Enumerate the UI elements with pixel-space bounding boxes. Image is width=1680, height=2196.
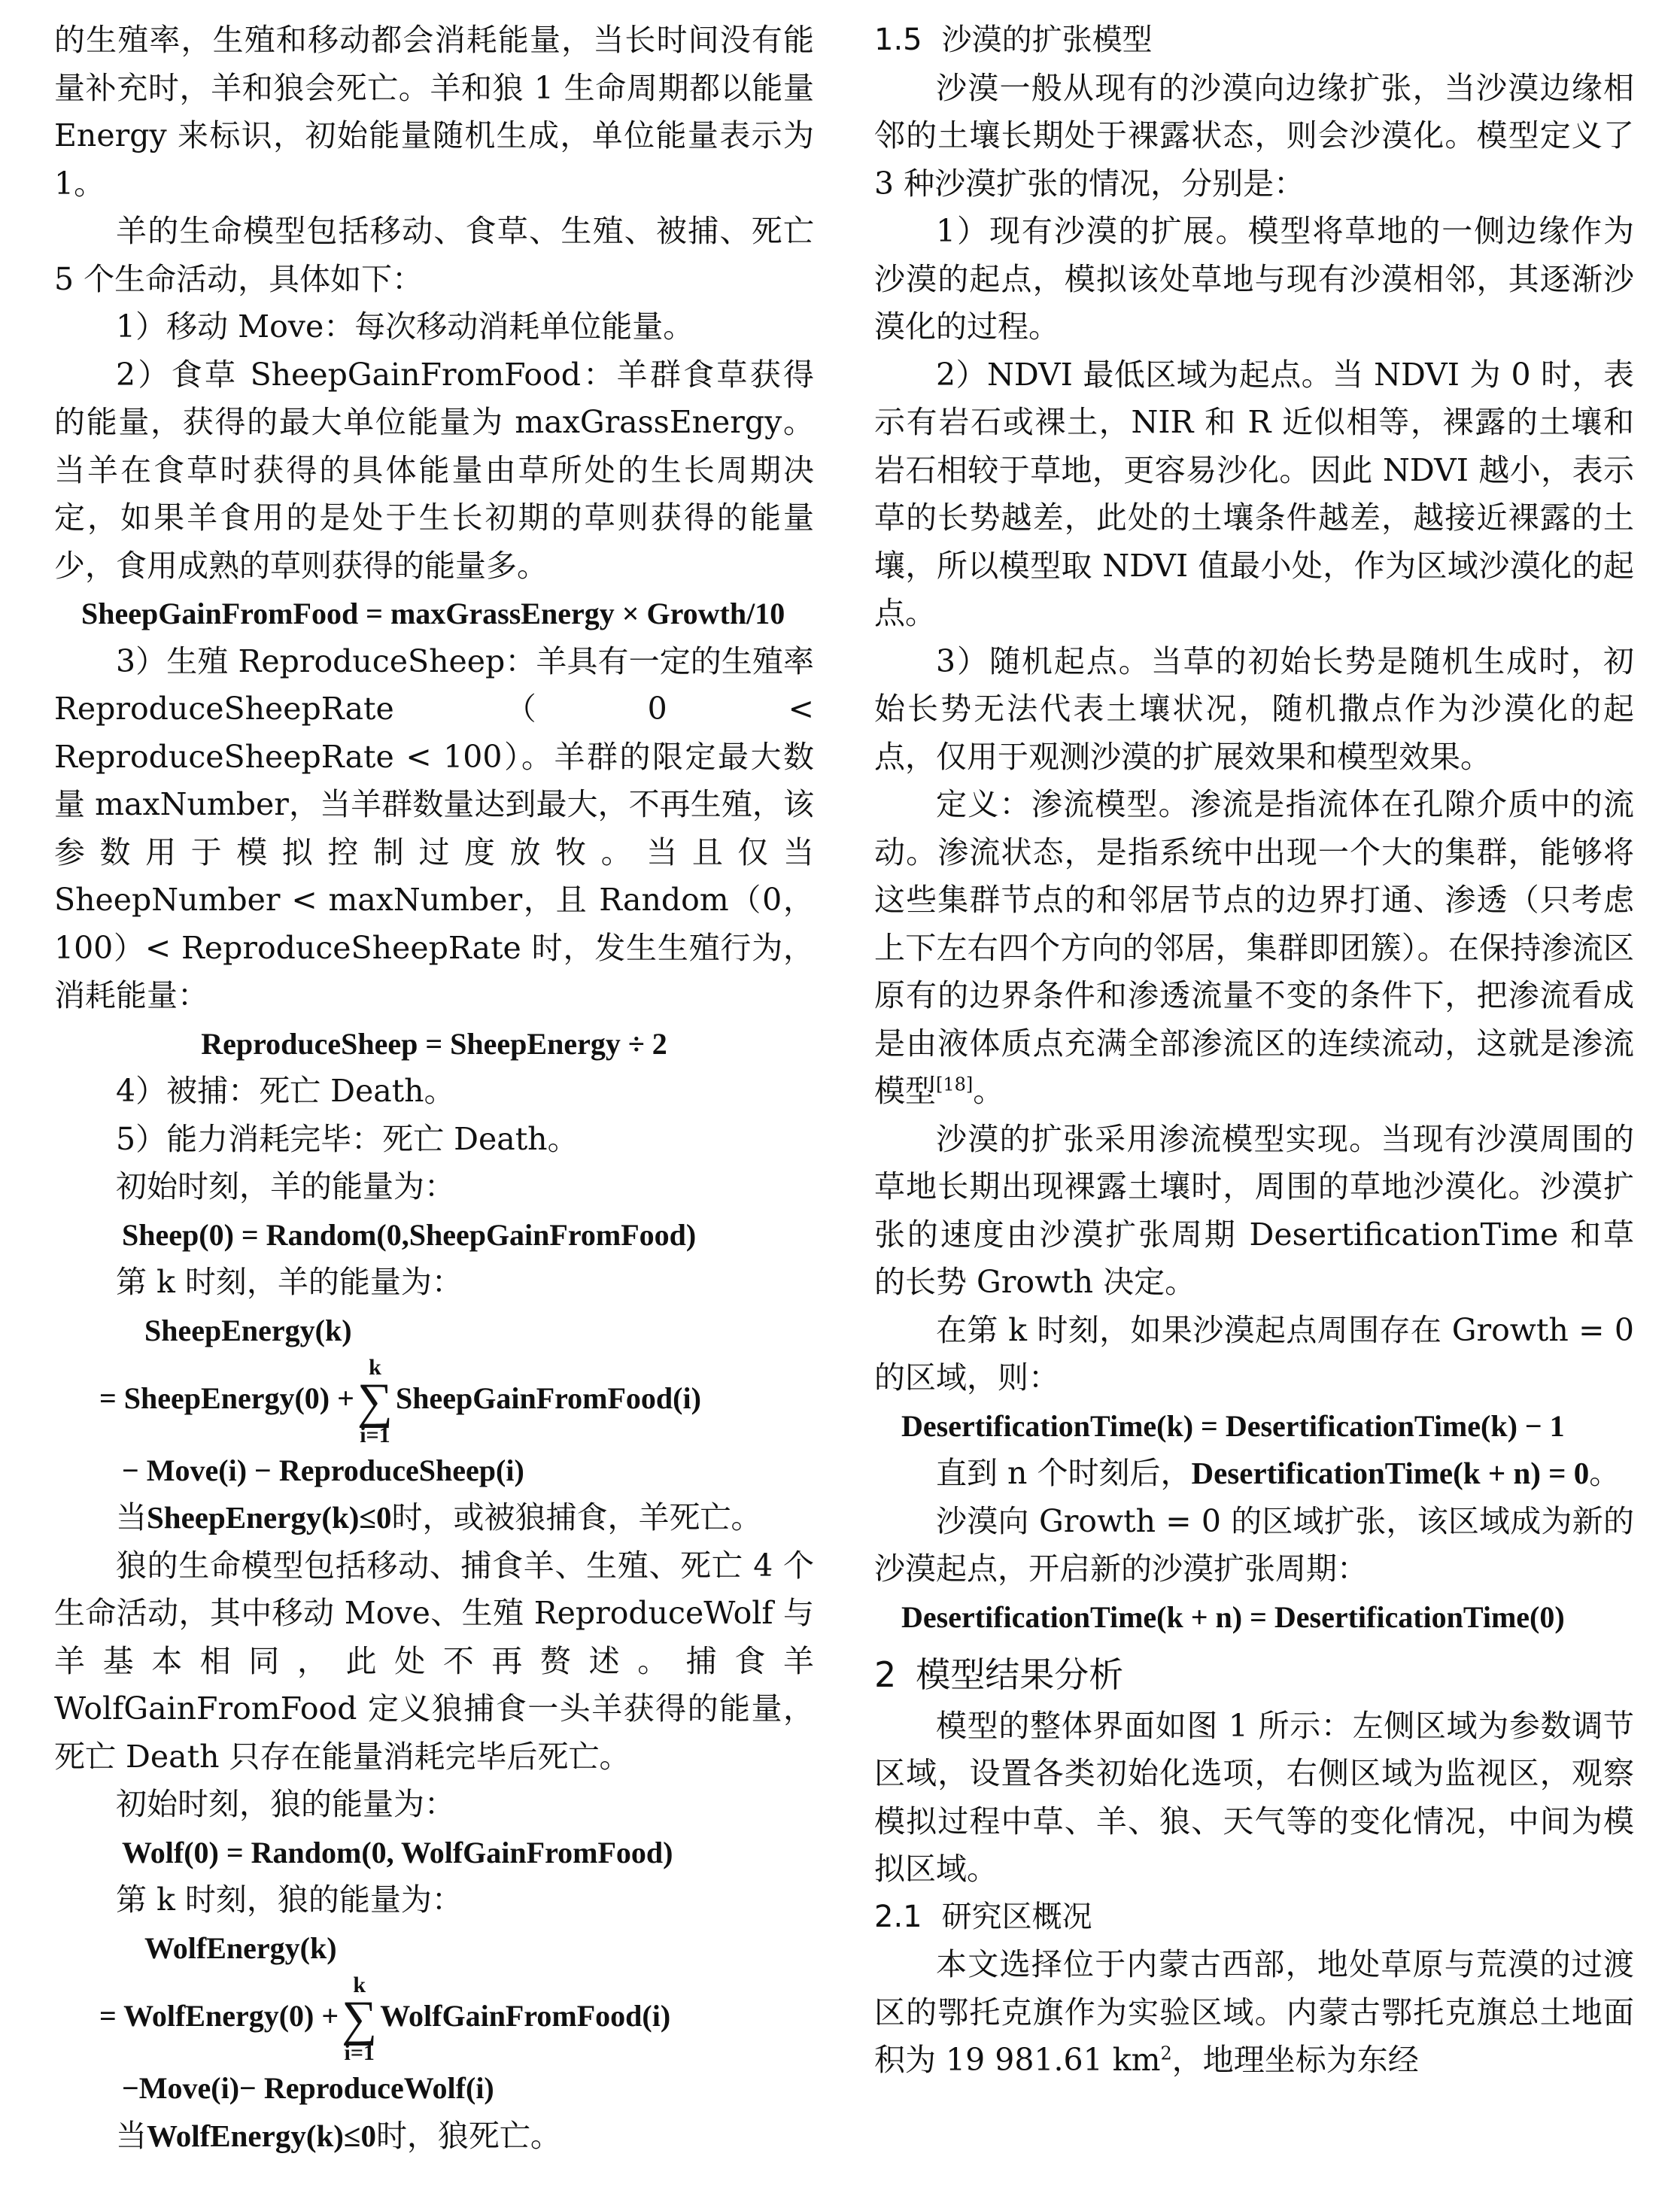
equation: DesertificationTime(k + n) = DesertificationTime(0) (901, 1599, 1565, 1634)
equation: WolfEnergy(k) (144, 1930, 337, 1965)
equation-part: = WolfEnergy(0) + (99, 1999, 339, 2034)
paragraph: 沙漠的扩张采用渗流模型实现。当现有沙漠周围的草地长期出现裸露土壤时，周围的草地沙漠化。沙漠扩张的速度由沙漠扩张周期 DesertificationTime 和草的长势 Growth 决定。 (874, 1120, 1634, 1300)
text: 本文选择位于内蒙古西部，地处草原与荒漠的过渡区的鄂托克旗作为实验区域。内蒙古鄂托克旗总土地面积为 19 981.61 km (874, 1946, 1634, 2078)
equation: Sheep(0) = Random(0,SheepGainFromFood) (122, 1217, 697, 1252)
equation: Wolf(0) = Random(0, WolfGainFromFood) (122, 1835, 673, 1869)
list-item: 第 k 时刻，羊的能量为： (116, 1264, 463, 1300)
section-title: 研究区概况 (941, 1899, 1092, 1934)
section-heading (874, 17, 1634, 65)
citation: [18] (936, 1074, 974, 1095)
equation-part: = SheepEnergy(0) + (99, 1381, 354, 1415)
sum-upper-limit: k (353, 1973, 366, 1998)
equation (54, 1972, 814, 2064)
sum-lower-limit: i=1 (360, 1422, 390, 1447)
paragraph: 的生殖率，生殖和移动都会消耗能量，当长时间没有能量补充时，羊和狼会死亡。羊和狼 1 生命周期都以能量 Energy 来标识，初始能量随机生成，单位能量表示为 1。 (54, 22, 814, 202)
section-title: 沙漠的扩张模型 (941, 23, 1153, 57)
text: 定义：渗流模型。渗流是指流体在孔隙介质中的流动。渗流状态，是指系统中出现一个大的集群，能够将这些集群节点的和邻居节点的边界打通、渗透（只考虑上下左右四个方向的邻居，集群即团簇）。在保持渗流区原有的边界条件和渗透流量不变的条件下，把渗流看成是由液体质点充满全部渗流区的连续流动，这就是渗流模型 (874, 786, 1634, 1109)
section-title: 模型结果分析 (916, 1654, 1124, 1695)
text: 直到 n 个时刻后， (936, 1455, 1192, 1491)
summation-symbol (357, 1356, 393, 1447)
equation: SheepEnergy(k) (144, 1313, 352, 1347)
section-heading (874, 1651, 1634, 1699)
paragraph: 狼的生命模型包括移动、捕食羊、生殖、死亡 4 个生命活动，其中移动 Move、生殖 ReproduceWolf 与羊基本相同，此处不再赘述。捕食羊 WolfGainFromFood 定义狼捕食一头羊获得的能量，死亡 Death 只存在能量消耗完毕后死亡。 (54, 1547, 814, 1775)
text: 。 (1589, 1455, 1621, 1491)
paragraph: 模型的整体界面如图 1 所示：左侧区域为参数调节区域，设置各类初始化选项，右侧区域为监视区，观察模拟过程中草、羊、狼、天气等的变化情况，中间为模拟区域。 (874, 1707, 1634, 1887)
list-item: 5）能力消耗完毕：死亡 Death。 (116, 1120, 579, 1157)
paragraph (874, 1450, 1634, 1498)
subsection-heading (874, 1894, 1634, 1942)
text: 。 (973, 1073, 1004, 1109)
sigma-glyph: ∑ (357, 1373, 393, 1429)
right-column (874, 17, 1634, 2085)
equation: ReproduceSheep = SheepEnergy ÷ 2 (201, 1026, 667, 1061)
equation: SheepGainFromFood = maxGrassEnergy × Growth/10 (81, 597, 785, 630)
section-number: 1.5 (874, 23, 922, 57)
equation-part: SheepGainFromFood(i) (395, 1381, 701, 1415)
inline-equation: SheepEnergy(k)≤0 (147, 1500, 392, 1535)
equation-part: WolfGainFromFood(i) (380, 1999, 671, 2034)
paragraph: 3）随机起点。当草的初始长势是随机生成时，初始长势无法代表土壤状况，随机撒点作为沙漠化的起点，仅用于观测沙漠的扩展效果和模型效果。 (874, 642, 1634, 775)
left-column (54, 17, 814, 2160)
equation: −Move(i)− ReproduceWolf(i) (122, 2071, 494, 2106)
superscript: 2 (1160, 2043, 1172, 2064)
sum-lower-limit: i=1 (344, 2040, 375, 2066)
list-item (54, 2112, 814, 2161)
sum-upper-limit: k (369, 1354, 381, 1380)
sigma-glyph: ∑ (342, 1991, 378, 2047)
summation-symbol (342, 1974, 377, 2064)
list-item: 初始时刻，羊的能量为： (116, 1168, 455, 1204)
inline-equation: WolfEnergy(k)≤0 (147, 2118, 376, 2153)
list-item: 第 k 时刻，狼的能量为： (116, 1882, 463, 1918)
paragraph: 沙漠向 Growth = 0 的区域扩张，该区域成为新的沙漠起点，开启新的沙漠扩张周期： (874, 1502, 1634, 1587)
paragraph: 2）食草 SheepGainFromFood：羊群食草获得的能量，获得的最大单位能量为 maxGrassEnergy。当羊在食草时获得的具体能量由草所处的生长周期决定，如果羊食用的是处于生长初期的草则获得的能量少，食用成熟的草则获得的能量多。 (54, 356, 814, 584)
equation: DesertificationTime(k) = DesertificationTime(k) − 1 (901, 1408, 1565, 1443)
list-item (54, 1494, 814, 1542)
section-number: 2 (874, 1654, 897, 1695)
text: 当 (116, 1499, 147, 1536)
paragraph: 2）NDVI 最低区域为起点。当 NDVI 为 0 时，表示有岩石或裸土，NIR 和 R 近似相等，裸露的土壤和岩石相较于草地，更容易沙化。因此 NDVI 越小，表示草的长势越差，此处的土壤条件越差，越接近裸露的土壤，所以模型取 NDVI 值最小处，作为区域沙漠化的起点。 (874, 356, 1634, 631)
list-item: 1）移动 Move：每次移动消耗单位能量。 (116, 308, 694, 345)
text: 时，狼死亡。 (375, 2117, 561, 2154)
equation: − Move(i) − ReproduceSheep(i) (122, 1453, 524, 1487)
equation (54, 1354, 814, 1447)
paragraph: 沙漠一般从现有的沙漠向边缘扩张，当沙漠边缘相邻的土壤长期处于裸露状态，则会沙漠化。模型定义了 3 种沙漠扩张的情况，分别是： (874, 69, 1634, 202)
text: ，地理坐标为东经 (1171, 2042, 1419, 2078)
text: 时，或被狼捕食，羊死亡。 (391, 1499, 762, 1536)
paragraph: 1）现有沙漠的扩展。模型将草地的一侧边缘作为沙漠的起点，模拟该处草地与现有沙漠相邻，其逐渐沙漠化的过程。 (874, 213, 1634, 345)
paragraph: 在第 k 时刻，如果沙漠起点周围存在 Growth = 0 的区域，则： (874, 1311, 1634, 1396)
list-item: 初始时刻，狼的能量为： (116, 1786, 455, 1823)
text: 当 (116, 2117, 147, 2154)
paragraph: 3）生殖 ReproduceSheep：羊具有一定的生殖率 ReproduceSheepRate（0 < ReproduceSheepRate < 100）。羊群的限定最大数量 maxNumber，当羊群数量达到最大，不再生殖，该参数用于模拟控制过度放牧。当且仅当 SheepNumber < maxNumber，且 Random（0，100）< ReproduceSheepRate 时，发生生殖行为，消耗能量： (54, 642, 814, 1013)
list-item: 4）被捕：死亡 Death。 (116, 1073, 455, 1109)
section-number: 2.1 (874, 1899, 922, 1934)
paragraph (874, 781, 1634, 1116)
paragraph: 羊的生命模型包括移动、食草、生殖、被捕、死亡 5 个生命活动，具体如下： (54, 213, 814, 297)
paragraph (874, 1941, 1634, 2085)
inline-equation: DesertificationTime(k + n) = 0 (1191, 1456, 1590, 1490)
